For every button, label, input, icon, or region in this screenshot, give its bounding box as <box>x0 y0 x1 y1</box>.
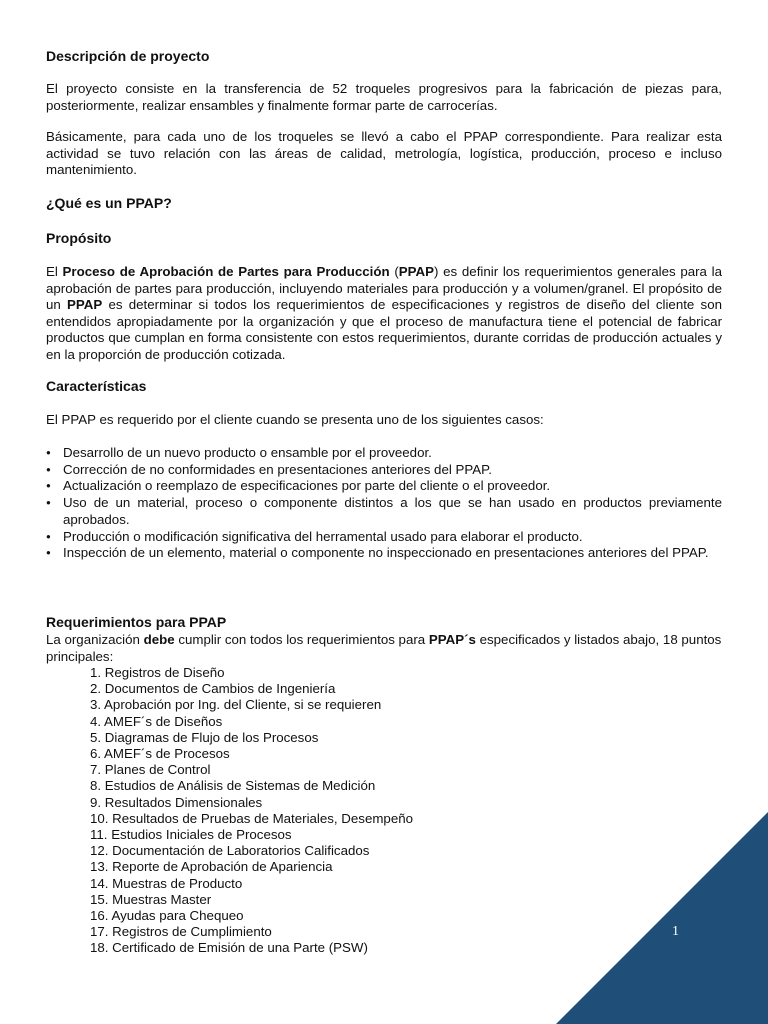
descripcion-paragraph-2: Básicamente, para cada uno de los troqueles se llevó a cabo el PPAP correspondiente. Para realizar esta actividad se tuvo relación con las áreas de calidad, metrología, logística, producción, proceso e incluso mantenimiento. <box>46 129 722 177</box>
proposito-bold-3: PPAP <box>67 297 103 312</box>
list-item: 8. Estudios de Análisis de Sistemas de Medición <box>90 778 376 794</box>
proposito-heading: Propósito <box>46 230 112 246</box>
list-item: ● Actualización o reemplazo de especificaciones por parte del cliente o el proveedor. <box>46 478 722 495</box>
que-es-ppap-heading: ¿Qué es un PPAP? <box>46 195 172 211</box>
list-item: 1. Registros de Diseño <box>90 665 225 680</box>
list-item: 3. Aprobación por Ing. del Cliente, si se requieren <box>90 697 382 713</box>
list-item: 13. Reporte de Aprobación de Apariencia <box>90 859 333 875</box>
list-item: 10. Resultados de Pruebas de Materiales, Desempeño <box>90 810 414 826</box>
list-item: 14. Muestras de Producto <box>90 875 243 891</box>
requerimientos-text-1: La organización <box>46 632 144 647</box>
proposito-bold-1: Proceso de Aprobación de Partes para Producción <box>62 264 390 279</box>
requerimientos-intro <box>46 632 722 665</box>
list-item: 4. AMEF´s de Diseños <box>90 713 223 729</box>
caracteristicas-heading: Características <box>46 378 147 394</box>
list-item: ● Producción o modificación significativa del herramental usado para elaborar el producto. <box>46 529 722 546</box>
list-item: 6. AMEF´s de Procesos <box>90 746 230 762</box>
proposito-text-4: es determinar si todos los requerimientos de especificaciones y registros de diseño del cliente son entendidos apropiadamente por la organización y que el proceso de manufactura tiene el potencial de fabricar productos que cumplan en forma consistente con estos requerimientos, durante corridas de producción actuales y en la proporción de producción cotizada. <box>46 297 722 362</box>
requerimientos-heading: Requerimientos para PPAP <box>46 614 227 630</box>
caracteristicas-list <box>46 445 722 562</box>
list-item: 17. Registros de Cumplimiento <box>90 924 272 940</box>
proposito-paragraph <box>46 264 722 363</box>
descripcion-paragraph-1: El proyecto consiste en la transferencia de 52 troqueles progresivos para la fabricación de piezas para, posteriormente, realizar ensambles y finalmente formar parte de carrocerías. <box>46 81 722 113</box>
list-item: 2. Documentos de Cambios de Ingeniería <box>90 681 336 697</box>
list-item: 7. Planes de Control <box>90 762 211 778</box>
requerimientos-text-2: cumplir con todos los requerimientos para <box>174 632 429 647</box>
list-item: 9. Resultados Dimensionales <box>90 794 263 810</box>
caracteristicas-intro: El PPAP es requerido por el cliente cuando se presenta uno de los siguientes casos: <box>46 412 544 427</box>
corner-triangle-shape <box>556 812 768 1024</box>
list-item: 11. Estudios Iniciales de Procesos <box>90 827 292 843</box>
list-item: 18. Certificado de Emisión de una Parte (PSW) <box>90 940 368 956</box>
requerimientos-bold-2: PPAP´s <box>428 632 476 647</box>
requerimientos-bold-1: debe <box>143 632 175 647</box>
list-item: 12. Documentación de Laboratorios Calificados <box>90 843 370 859</box>
list-item: 16. Ayudas para Chequeo <box>90 908 244 924</box>
proposito-text-3: ) es definir los requerimientos generales para la aprobación de partes para producción, incluyendo materiales para producción y a volumen/granel. El propósito de un <box>46 264 723 312</box>
proposito-text-2: ( <box>389 264 399 279</box>
list-item: ● Corrección de no conformidades en presentaciones anteriores del PPAP. <box>46 462 722 479</box>
page-number: 1 <box>672 924 679 939</box>
descripcion-heading: Descripción de proyecto <box>46 48 210 64</box>
proposito-bold-2: PPAP <box>398 264 434 279</box>
requerimientos-list <box>90 665 413 957</box>
list-item: 15. Muestras Master <box>90 891 212 907</box>
list-item: 5. Diagramas de Flujo de los Procesos <box>90 729 319 745</box>
requerimientos-text-3: especificados y listados abajo, 18 puntos principales: <box>46 632 722 664</box>
corner-triangle-decoration <box>556 812 768 1024</box>
list-item: ● Desarrollo de un nuevo producto o ensamble por el proveedor. <box>46 445 722 462</box>
list-item: ● Inspección de un elemento, material o componente no inspeccionado en presentaciones anteriores del PPAP. <box>46 545 722 562</box>
proposito-text-1: El <box>46 264 63 279</box>
list-item: ● Uso de un material, proceso o componente distintos a los que se han usado en productos previamente aprobados. <box>46 495 722 528</box>
